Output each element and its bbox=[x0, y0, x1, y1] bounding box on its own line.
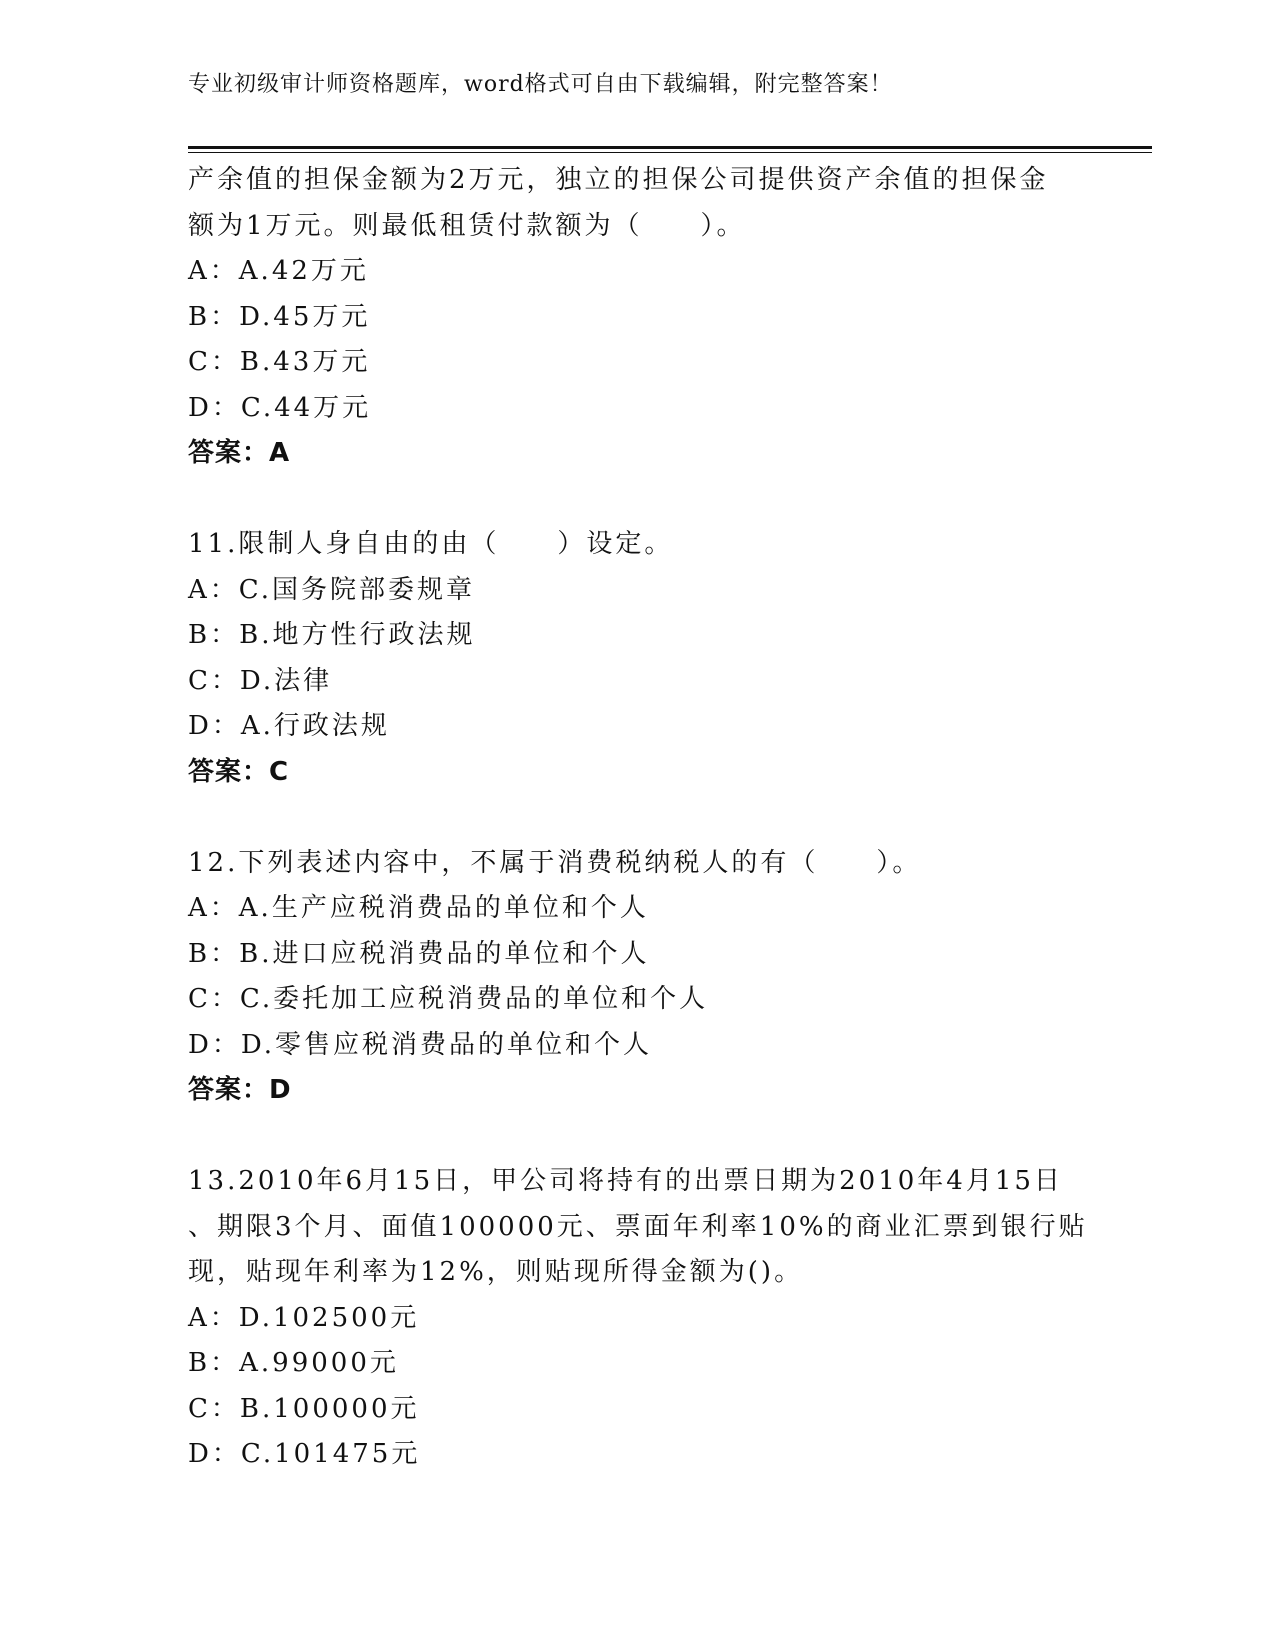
question-continued bbox=[188, 158, 1148, 477]
answer-line: 答案：C bbox=[188, 756, 290, 787]
header-rule-thin bbox=[188, 152, 1152, 153]
question-text-line: 额为1万元。则最低租赁付款额为（ ）。 bbox=[188, 210, 746, 241]
option-c: C：B.100000元 bbox=[188, 1393, 420, 1424]
question-text-line: 现，贴现年利率为12%，则贴现所得金额为()。 bbox=[188, 1257, 804, 1287]
option-b: B：B.进口应税消费品的单位和个人 bbox=[188, 938, 650, 969]
option-c: C：B.43万元 bbox=[188, 347, 371, 377]
option-a: A：D.102500元 bbox=[188, 1302, 420, 1333]
option-a: A：A.生产应税消费品的单位和个人 bbox=[188, 893, 649, 923]
question-12 bbox=[188, 841, 1148, 1114]
option-c: C：D.法律 bbox=[188, 665, 333, 696]
answer-line: 答案：A bbox=[188, 438, 291, 468]
option-d: D：C.101475元 bbox=[188, 1439, 421, 1469]
option-b: B：D.45万元 bbox=[188, 301, 371, 332]
option-d: D：D.零售应税消费品的单位和个人 bbox=[188, 1029, 653, 1060]
option-a: A：C.国务院部委规章 bbox=[188, 574, 476, 605]
option-b: B：A.99000元 bbox=[188, 1348, 399, 1378]
header-rule-thick bbox=[188, 146, 1152, 149]
option-c: C：C.委托加工应税消费品的单位和个人 bbox=[188, 984, 709, 1014]
question-text-line: 12.下列表述内容中，不属于消费税纳税人的有（ ）。 bbox=[188, 847, 922, 878]
option-d: D：A.行政法规 bbox=[188, 711, 390, 741]
question-content bbox=[188, 158, 1148, 1478]
question-text-line: 11.限制人身自由的由（ ）设定。 bbox=[188, 529, 674, 559]
option-a: A：A.42万元 bbox=[188, 256, 369, 286]
question-text-line: 13.2010年6月15日，甲公司将持有的出票日期为2010年4月15日 bbox=[188, 1166, 1063, 1196]
option-d: D：C.44万元 bbox=[188, 392, 372, 423]
question-13 bbox=[188, 1159, 1148, 1478]
question-text-line: 产余值的担保金额为2万元，独立的担保公司提供资产余值的担保金 bbox=[188, 165, 1049, 195]
answer-line: 答案：D bbox=[188, 1075, 292, 1105]
page-header: 专业初级审计师资格题库，word格式可自由下载编辑，附完整答案！ bbox=[188, 72, 893, 97]
option-b: B：B.地方性行政法规 bbox=[188, 620, 476, 650]
question-text-line: 、期限3个月、面值100000元、票面年利率10%的商业汇票到银行贴 bbox=[188, 1211, 1088, 1242]
question-11 bbox=[188, 522, 1148, 795]
spacer bbox=[188, 477, 1148, 523]
spacer bbox=[188, 795, 1148, 841]
spacer bbox=[188, 1114, 1148, 1160]
